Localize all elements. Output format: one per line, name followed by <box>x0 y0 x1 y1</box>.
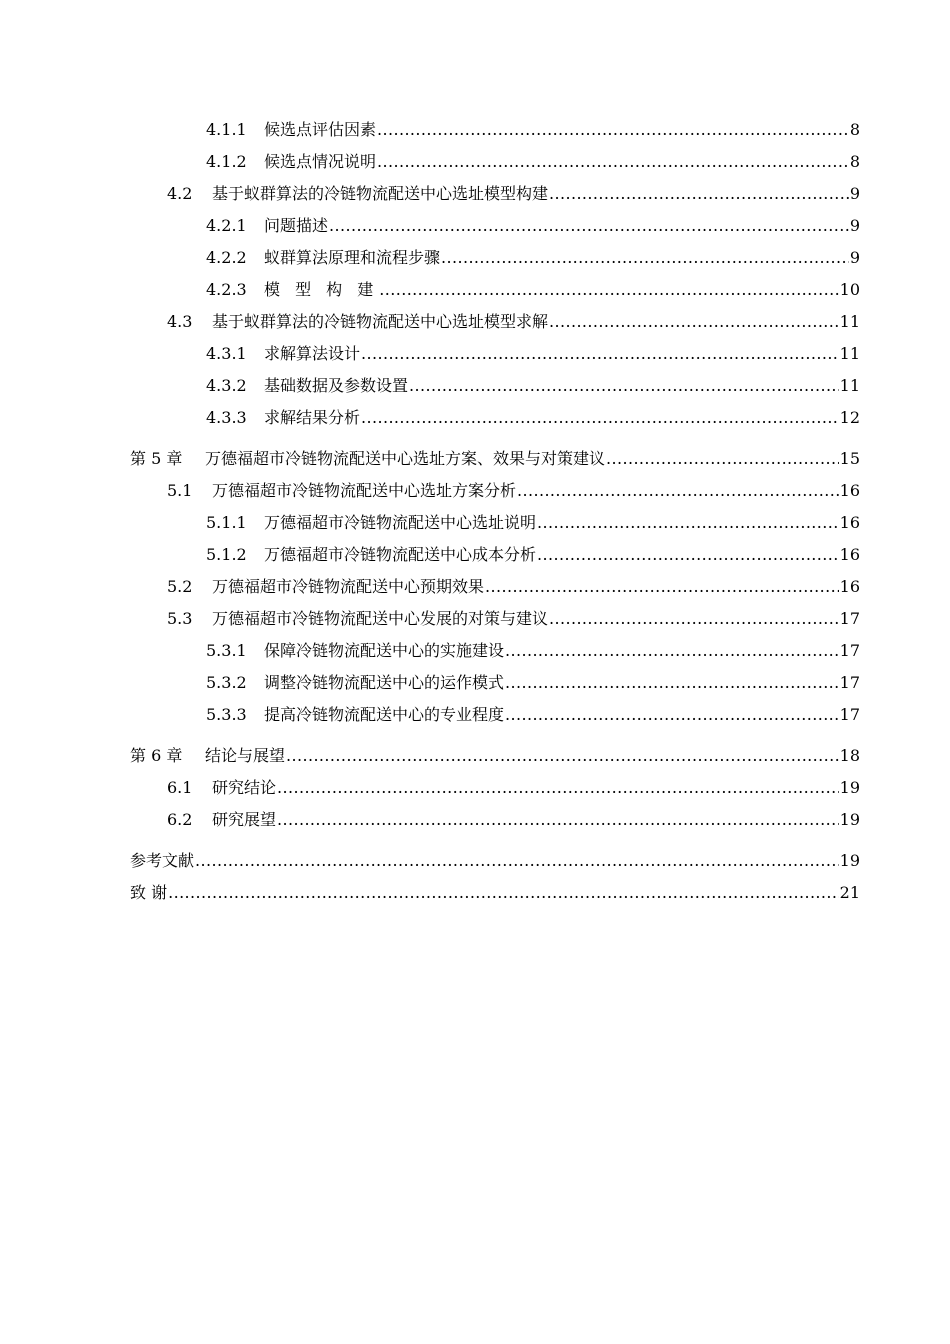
dot-leader <box>377 146 849 178</box>
toc-entry-chapter-5[interactable] <box>130 443 860 475</box>
toc-entry-number: 4.3.1 <box>206 344 247 363</box>
toc-entry-number: 4.2 <box>167 184 193 203</box>
toc-entry-page: 12 <box>839 408 860 427</box>
dot-leader <box>505 667 839 699</box>
toc-entry-number: 5.2 <box>167 577 193 596</box>
dot-leader <box>606 443 839 475</box>
toc-entry-chapter-6[interactable] <box>130 740 860 772</box>
table-of-contents <box>130 114 860 909</box>
toc-entry-number: 6.1 <box>167 778 193 797</box>
toc-entry-4-1-1[interactable] <box>130 114 860 146</box>
dot-leader <box>485 571 839 603</box>
toc-entry-5-1[interactable] <box>130 475 860 507</box>
toc-entry-page: 19 <box>839 778 860 797</box>
toc-entry-4-2-1[interactable] <box>130 210 860 242</box>
toc-entry-page: 16 <box>839 545 860 564</box>
toc-entry-page: 9 <box>849 216 860 235</box>
toc-entry-references[interactable] <box>130 845 860 877</box>
dot-leader <box>377 114 849 146</box>
dot-leader <box>505 699 839 731</box>
dot-leader <box>361 338 839 370</box>
toc-entry-page: 17 <box>839 705 860 724</box>
toc-entry-number: 5.3.3 <box>206 705 247 724</box>
toc-entry-number: 第 5 章 <box>130 449 183 468</box>
toc-entry-6-1[interactable] <box>130 772 860 804</box>
toc-entry-title: 研究展望 <box>212 810 277 829</box>
toc-entry-number: 5.1.2 <box>206 545 247 564</box>
toc-entry-page: 19 <box>839 810 860 829</box>
toc-entry-title: 万德福超市冷链物流配送中心预期效果 <box>212 577 485 596</box>
toc-entry-4-1-2[interactable] <box>130 146 860 178</box>
toc-entry-title: 提高冷链物流配送中心的专业程度 <box>264 705 505 724</box>
toc-entry-page: 21 <box>839 883 860 902</box>
dot-leader <box>537 539 839 571</box>
toc-entry-4-2[interactable] <box>130 178 860 210</box>
toc-entry-number: 5.3.2 <box>206 673 247 692</box>
toc-entry-title: 候选点情况说明 <box>264 152 377 171</box>
dot-leader <box>549 178 849 210</box>
toc-entry-number: 5.1 <box>167 481 193 500</box>
dot-leader <box>379 274 838 306</box>
toc-entry-page: 11 <box>839 376 860 395</box>
toc-entry-number: 5.3.1 <box>206 641 247 660</box>
toc-entry-page: 17 <box>839 609 860 628</box>
dot-leader <box>286 740 839 772</box>
toc-entry-title: 基于蚁群算法的冷链物流配送中心选址模型构建 <box>212 184 549 203</box>
toc-entry-number: 4.1.2 <box>206 152 247 171</box>
toc-entry-title: 保障冷链物流配送中心的实施建设 <box>264 641 505 660</box>
toc-entry-title: 研究结论 <box>212 778 277 797</box>
dot-leader <box>517 475 839 507</box>
toc-entry-4-2-3[interactable] <box>130 274 860 306</box>
toc-entry-title: 基础数据及参数设置 <box>264 376 409 395</box>
dot-leader <box>361 402 839 434</box>
toc-entry-4-3-2[interactable] <box>130 370 860 402</box>
toc-entry-title: 万德福超市冷链物流配送中心选址方案、效果与对策建议 <box>205 449 606 468</box>
toc-entry-page: 16 <box>839 513 860 532</box>
toc-entry-title: 问题描述 <box>264 216 329 235</box>
dot-leader <box>537 507 839 539</box>
toc-entry-title: 调整冷链物流配送中心的运作模式 <box>264 673 505 692</box>
dot-leader <box>329 210 849 242</box>
toc-entry-page: 15 <box>839 449 860 468</box>
dot-leader <box>277 772 839 804</box>
toc-entry-5-1-2[interactable] <box>130 539 860 571</box>
toc-entry-title: 蚁群算法原理和流程步骤 <box>264 248 441 267</box>
toc-entry-title: 基于蚁群算法的冷链物流配送中心选址模型求解 <box>212 312 549 331</box>
toc-entry-number: 4.3.2 <box>206 376 247 395</box>
toc-entry-number: 4.2.3 <box>206 280 247 299</box>
toc-entry-title: 求解算法设计 <box>264 344 361 363</box>
toc-entry-title: 求解结果分析 <box>264 408 361 427</box>
toc-entry-number: 5.1.1 <box>206 513 247 532</box>
toc-entry-title: 模 型 构 建 <box>264 280 379 299</box>
dot-leader <box>505 635 839 667</box>
toc-entry-page: 11 <box>839 312 860 331</box>
toc-entry-acknowledgements[interactable] <box>130 877 860 909</box>
toc-entry-5-3[interactable] <box>130 603 860 635</box>
toc-entry-number: 4.2.2 <box>206 248 247 267</box>
toc-entry-page: 8 <box>849 120 860 139</box>
toc-entry-title: 结论与展望 <box>205 746 286 765</box>
toc-entry-4-3-1[interactable] <box>130 338 860 370</box>
toc-entry-page: 19 <box>839 851 860 870</box>
toc-entry-5-3-3[interactable] <box>130 699 860 731</box>
toc-entry-page: 9 <box>849 184 860 203</box>
dot-leader <box>409 370 839 402</box>
toc-entry-number: 5.3 <box>167 609 193 628</box>
toc-entry-5-3-1[interactable] <box>130 635 860 667</box>
toc-entry-page: 17 <box>839 641 860 660</box>
toc-entry-page: 16 <box>839 577 860 596</box>
toc-entry-4-3-3[interactable] <box>130 402 860 434</box>
toc-entry-title: 参考文献 <box>130 851 195 870</box>
dot-leader <box>549 603 839 635</box>
toc-entry-page: 9 <box>849 248 860 267</box>
toc-entry-number: 第 6 章 <box>130 746 183 765</box>
toc-entry-page: 17 <box>839 673 860 692</box>
toc-entry-number: 4.3 <box>167 312 193 331</box>
dot-leader <box>168 877 839 909</box>
toc-entry-5-2[interactable] <box>130 571 860 603</box>
toc-entry-page: 10 <box>839 280 860 299</box>
toc-entry-5-3-2[interactable] <box>130 667 860 699</box>
toc-entry-6-2[interactable] <box>130 804 860 836</box>
toc-entry-number: 6.2 <box>167 810 193 829</box>
toc-entry-page: 11 <box>839 344 860 363</box>
toc-entry-5-1-1[interactable] <box>130 507 860 539</box>
dot-leader <box>549 306 839 338</box>
toc-entry-4-2-2[interactable] <box>130 242 860 274</box>
toc-entry-number: 4.3.3 <box>206 408 247 427</box>
toc-entry-number: 4.1.1 <box>206 120 247 139</box>
toc-entry-title: 候选点评估因素 <box>264 120 377 139</box>
dot-leader <box>277 804 839 836</box>
toc-entry-page: 16 <box>839 481 860 500</box>
dot-leader <box>441 242 849 274</box>
toc-entry-4-3[interactable] <box>130 306 860 338</box>
toc-entry-title: 致 谢 <box>130 883 168 902</box>
toc-entry-page: 8 <box>849 152 860 171</box>
toc-entry-number: 4.2.1 <box>206 216 247 235</box>
toc-entry-title: 万德福超市冷链物流配送中心成本分析 <box>264 545 537 564</box>
toc-entry-page: 18 <box>839 746 860 765</box>
toc-entry-title: 万德福超市冷链物流配送中心选址说明 <box>264 513 537 532</box>
dot-leader <box>195 845 839 877</box>
toc-entry-title: 万德福超市冷链物流配送中心发展的对策与建议 <box>212 609 549 628</box>
toc-entry-title: 万德福超市冷链物流配送中心选址方案分析 <box>212 481 517 500</box>
